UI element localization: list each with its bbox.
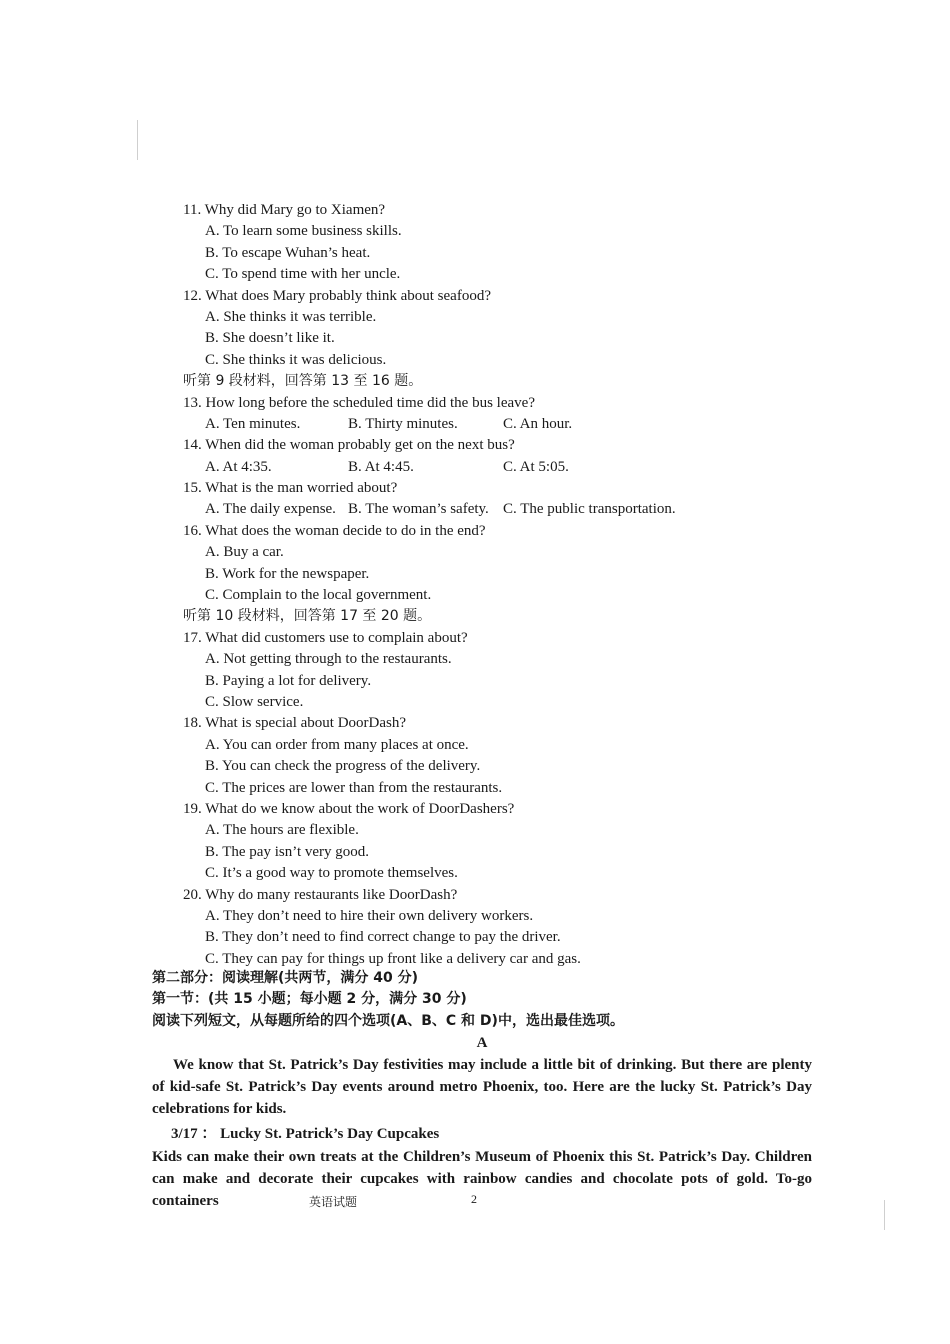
question-text: 15. What is the man worried about? [183, 480, 398, 497]
event-title: 3/17 ： Lucky St. Patrick’s Day Cupcakes [171, 1126, 440, 1142]
section-note: 听第 9 段材料，回答第 13 至 16 题。 [183, 373, 423, 390]
answer-option: A. They don’t need to hire their own delivery workers. [205, 907, 534, 924]
answer-option: A. The hours are flexible. [205, 822, 359, 839]
answer-option: A. Buy a car. [205, 544, 284, 561]
section-title: 第一节：(共 15 小题；每小题 2 分，满分 30 分) [152, 991, 467, 1007]
answer-option: B. They don’t need to find correct change to pay the driver. [205, 929, 561, 946]
answer-option: A. To learn some business skills. [205, 223, 402, 240]
option-row [183, 414, 803, 435]
passage-label: A [476, 1035, 488, 1051]
instruction: 阅读下列短文，从每题所给的四个选项(A、B、C 和 D)中，选出最佳选项。 [152, 1013, 624, 1029]
option-b: B. Thirty minutes. [348, 415, 458, 432]
answer-option: A. She thinks it was terrible. [205, 308, 377, 325]
option-a: A. The daily expense. [205, 501, 336, 518]
listening-questions [183, 200, 803, 970]
answer-option: A. You can order from many places at once. [205, 736, 469, 753]
option-row [183, 499, 803, 520]
question-text: 17. What did customers use to complain about? [183, 629, 468, 646]
option-a: A. At 4:35. [205, 458, 272, 475]
question-text: 20. Why do many restaurants like DoorDash? [183, 886, 458, 903]
answer-option: B. Paying a lot for delivery. [205, 672, 372, 689]
answer-option: C. To spend time with her uncle. [205, 266, 401, 283]
question-text: 19. What do we know about the work of DoorDashers? [183, 800, 515, 817]
question-text: 14. When did the woman probably get on the next bus? [183, 437, 515, 454]
passage-intro: We know that St. Patrick’s Day festivities may include a little bit of drinking. But there are plenty of kid-safe St. Patrick’s Day events around metro Phoenix, too. Here are the lucky St. Patrick’s Day celebrations for kids. [152, 1057, 812, 1117]
part-title: 第二部分：阅读理解(共两节，满分 40 分) [152, 970, 419, 986]
scan-artifact [884, 1200, 885, 1230]
answer-option: C. The prices are lower than from the restaurants. [205, 779, 503, 796]
answer-option: B. You can check the progress of the delivery. [205, 758, 481, 775]
option-c: C. The public transportation. [503, 501, 676, 518]
answer-option: B. To escape Wuhan’s heat. [205, 244, 371, 261]
answer-option: C. She thinks it was delicious. [205, 351, 387, 368]
answer-option: A. Not getting through to the restaurants. [205, 651, 452, 668]
answer-option: C. Slow service. [205, 693, 304, 710]
answer-option: C. Complain to the local government. [205, 587, 432, 604]
footer-label: 英语试题 [309, 1195, 358, 1209]
answer-option: C. It’s a good way to promote themselves. [205, 865, 458, 882]
answer-option: B. The pay isn’t very good. [205, 843, 370, 860]
reading-part [152, 968, 812, 1212]
option-c: C. At 5:05. [503, 458, 569, 475]
question-text: 13. How long before the scheduled time did the bus leave? [183, 394, 535, 411]
question-text: 11. Why did Mary go to Xiamen? [183, 202, 386, 218]
event-text: Kids can make their own treats at the Children’s Museum of Phoenix this St. Patrick’s Day. Children can make and decorate their cupcakes with rainbow candies and chocolate pots of gold. To-go containers [152, 1149, 812, 1209]
option-b: B. At 4:45. [348, 458, 414, 475]
question-text: 16. What does the woman decide to do in the end? [183, 522, 486, 539]
page-number: 2 [471, 1192, 477, 1206]
question-text: 18. What is special about DoorDash? [183, 715, 407, 732]
answer-option: C. They can pay for things up front like a delivery car and gas. [205, 950, 581, 967]
option-b: B. The woman’s safety. [348, 501, 489, 518]
question-text: 12. What does Mary probably think about seafood? [183, 287, 491, 304]
answer-option: B. Work for the newspaper. [205, 565, 370, 582]
option-row [183, 457, 803, 478]
section-note: 听第 10 段材料，回答第 17 至 20 题。 [183, 608, 432, 625]
scan-artifact [137, 120, 138, 160]
answer-option: B. She doesn’t like it. [205, 330, 335, 347]
option-c: C. An hour. [503, 415, 573, 432]
option-a: A. Ten minutes. [205, 415, 301, 432]
